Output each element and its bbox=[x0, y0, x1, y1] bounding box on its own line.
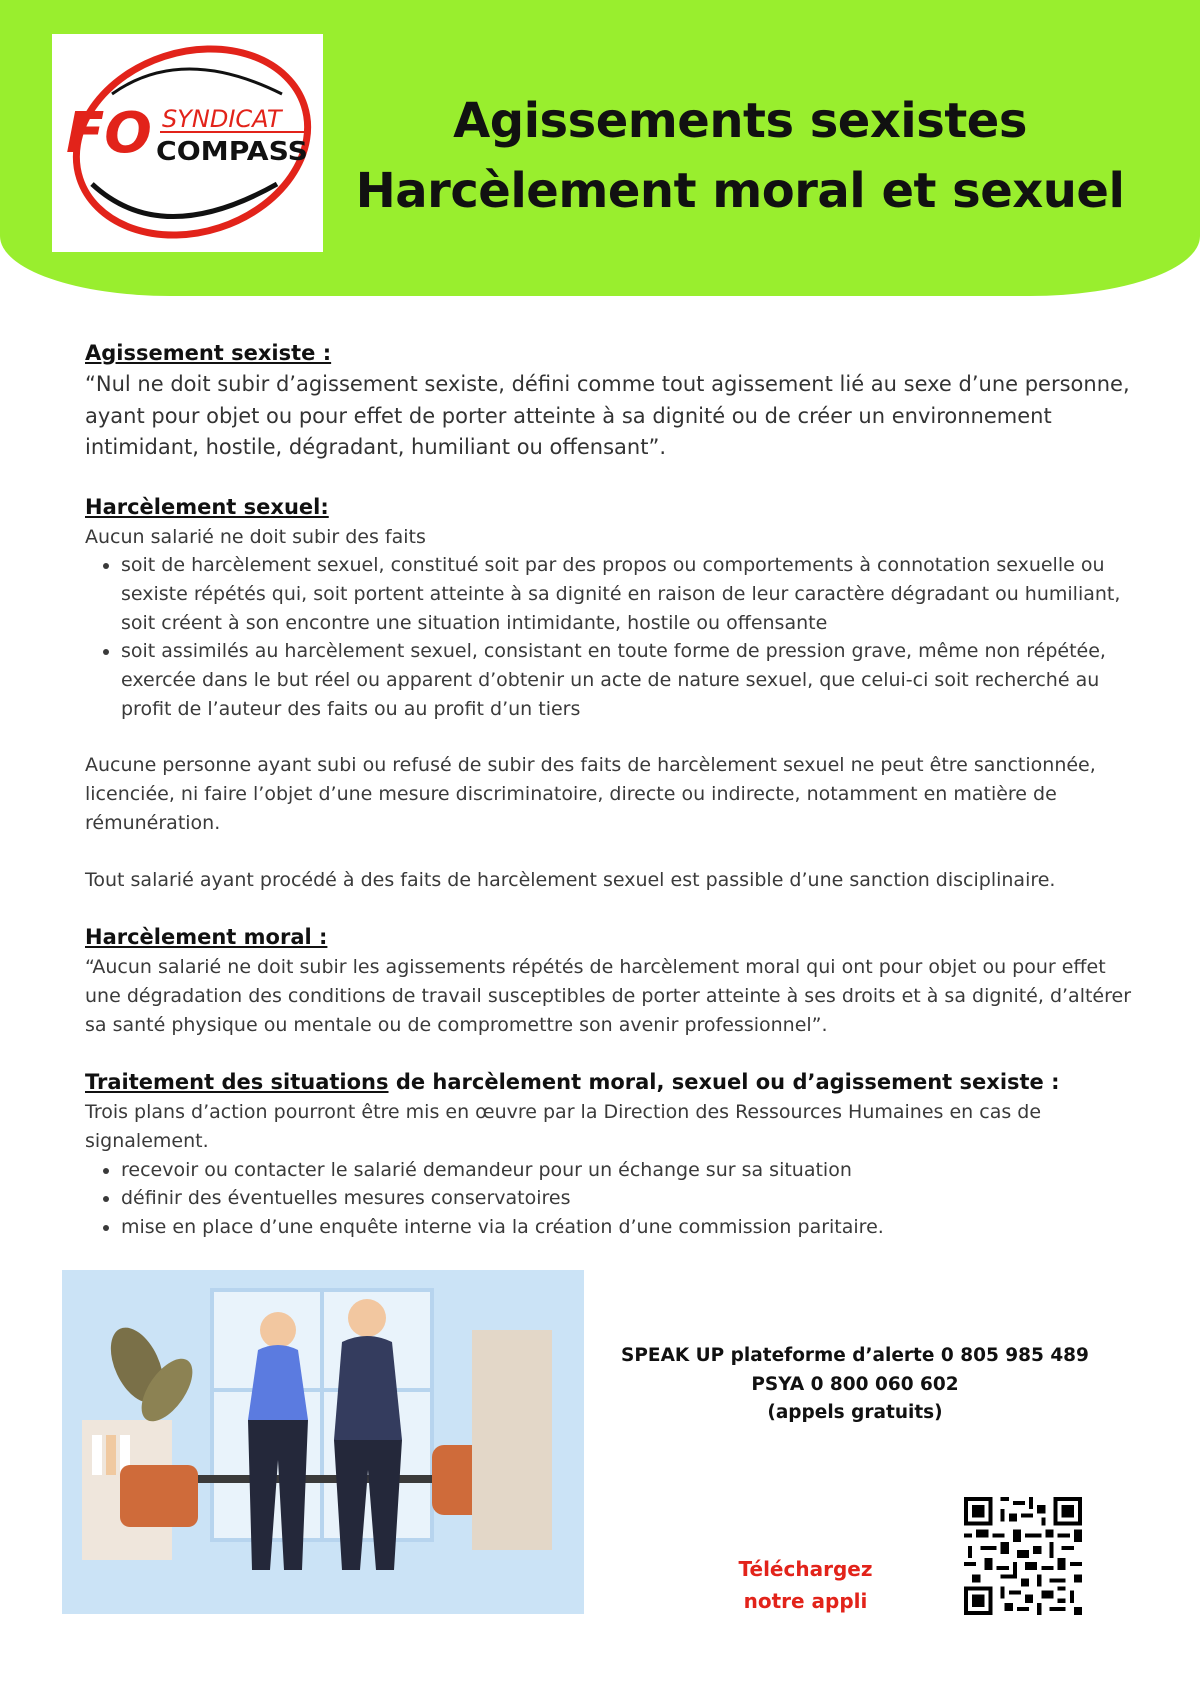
logo-black-swoosh-top bbox=[112, 69, 282, 94]
man-body-shape bbox=[334, 1336, 402, 1440]
office-harassment-illustration bbox=[62, 1270, 584, 1614]
cabinet-shape bbox=[472, 1330, 552, 1550]
section-traitement bbox=[85, 1067, 1135, 1242]
section-agissement-sexiste bbox=[85, 338, 1135, 464]
sexuel-protection-paragraph: Aucune personne ayant subi ou refusé de subir des faits de harcèlement sexuel ne peut être sanctionnée, licenciée, ni faire l’objet d’une mesure discriminatoire, directe ou indirecte, notamment en matière de rémunération. bbox=[85, 754, 1096, 834]
section-harcelement-moral bbox=[85, 922, 1135, 1039]
logo-graphic bbox=[52, 34, 323, 252]
man-head-shape bbox=[348, 1299, 386, 1337]
traitement-title-rest: de harcèlement moral, sexuel ou d’agissement sexiste : bbox=[388, 1070, 1060, 1095]
section-title-sexiste: Agissement sexiste : bbox=[85, 341, 332, 365]
qr-code-icon[interactable] bbox=[964, 1497, 1082, 1615]
logo-fo-text: FO bbox=[66, 101, 152, 166]
sexiste-definition: “Nul ne doit subir d’agissement sexiste, défini comme tout agissement lié au sexe d’une personne, ayant pour objet ou pour effet de porter atteinte à sa dignité ou de créer un environnement intimidant, hostile, dégradant, humiliant ou offensant”. bbox=[85, 372, 1130, 459]
download-line-2: notre appli bbox=[743, 1589, 868, 1613]
list-item: • soit de harcèlement sexuel, constitué soit par des propos ou comportements à connotation sexuelle ou sexiste répétés qui, soit portent atteinte à sa dignité en raison de leur caractère dégradant ou humiliant, soit créent à son encontre une situation intimidante, hostile ou offensante bbox=[121, 551, 1135, 637]
section-harcelement-sexuel bbox=[85, 492, 1135, 895]
contact-psya-line: PSYA 0 800 060 602 bbox=[751, 1373, 959, 1395]
section-title-traitement bbox=[85, 1067, 1135, 1098]
illustration-graphic bbox=[62, 1270, 584, 1614]
download-app-text bbox=[718, 1553, 893, 1617]
list-item: • définir des éventuelles mesures conservatoires bbox=[121, 1184, 1135, 1213]
contact-free-calls-line: (appels gratuits) bbox=[767, 1402, 943, 1423]
fo-syndicat-compass-logo bbox=[52, 34, 323, 252]
header-banner bbox=[0, 0, 1200, 296]
page-title bbox=[350, 86, 1130, 226]
title-line-2: Harcèlement moral et sexuel bbox=[355, 163, 1125, 219]
moral-definition: “Aucun salarié ne doit subir les agissements répétés de harcèlement moral qui ont pour objet ou pour effet une dégradation des conditions de travail susceptibles de porter atteinte à ses droits et à sa dignité, d’altérer sa santé physique ou mentale ou de compromettre son avenir professionnel”. bbox=[85, 956, 1132, 1036]
sexuel-bullet-list bbox=[85, 551, 1135, 723]
logo-syndicat-text: SYNDICAT bbox=[162, 105, 282, 133]
desk-shape bbox=[152, 1475, 472, 1483]
contact-info bbox=[600, 1342, 1110, 1428]
sexuel-intro: Aucun salarié ne doit subir des faits bbox=[85, 525, 426, 548]
list-item: • recevoir ou contacter le salarié demandeur pour un échange sur sa situation bbox=[121, 1156, 1135, 1185]
list-item: • mise en place d’une enquête interne via la création d’une commission paritaire. bbox=[121, 1213, 1135, 1242]
logo-compass-text: COMPASS bbox=[156, 137, 308, 167]
list-item: • soit assimilés au harcèlement sexuel, consistant en toute forme de pression grave, même non répétée, exercée dans le but réel ou apparent d’obtenir un acte de nature sexuel, que celui-ci soit recherché au profit de l’auteur des faits ou au profit d’un tiers bbox=[121, 637, 1135, 723]
section-title-moral: Harcèlement moral : bbox=[85, 925, 328, 950]
traitement-intro: Trois plans d’action pourront être mis en œuvre par la Direction des Ressources Humaines en cas de signalement. bbox=[85, 1101, 1042, 1153]
download-line-1: Téléchargez bbox=[738, 1557, 873, 1581]
section-title-sexuel: Harcèlement sexuel: bbox=[85, 494, 329, 519]
traitement-bullet-list bbox=[85, 1156, 1135, 1242]
main-content bbox=[85, 338, 1135, 1242]
title-line-1: Agissements sexistes bbox=[453, 93, 1027, 149]
traitement-title-underlined: Traitement des situations bbox=[85, 1070, 389, 1095]
woman-head-shape bbox=[260, 1312, 296, 1348]
sexuel-sanction-paragraph: Tout salarié ayant procédé à des faits de harcèlement sexuel est passible d’une sanction disciplinaire. bbox=[85, 868, 1056, 891]
qr-graphic bbox=[964, 1497, 1082, 1615]
contact-speak-up-line: SPEAK UP plateforme d’alerte 0 805 985 489 bbox=[621, 1345, 1089, 1366]
chair-left-shape bbox=[120, 1465, 198, 1527]
